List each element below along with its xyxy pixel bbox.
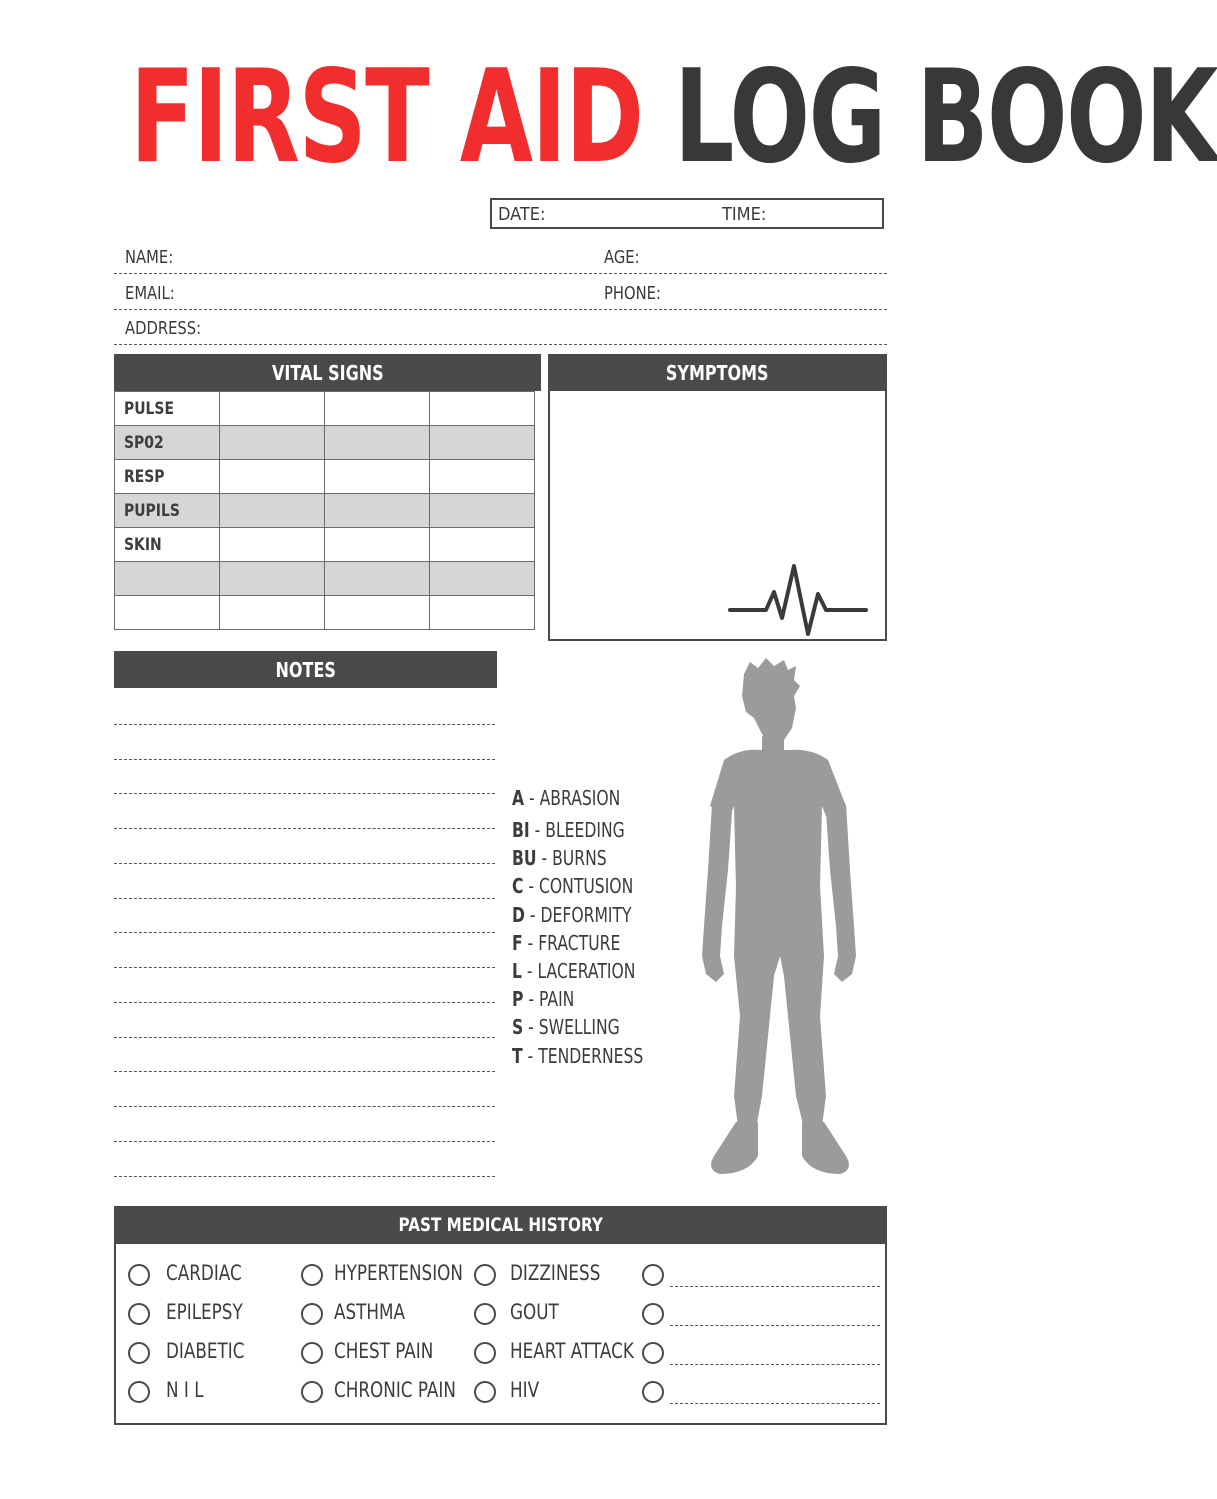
past-medical-history-header: PAST MEDICAL HISTORY — [114, 1206, 887, 1244]
history-option-label: GOUT — [510, 1300, 559, 1324]
vital-label-skin: SKIN — [124, 534, 162, 555]
radio-circle-icon[interactable] — [642, 1264, 664, 1286]
legend-code: BU — [512, 846, 537, 870]
radio-circle-icon[interactable] — [474, 1303, 496, 1325]
address-line[interactable] — [114, 344, 887, 345]
legend-item — [512, 959, 635, 983]
note-line[interactable] — [114, 1002, 495, 1003]
note-line[interactable] — [114, 932, 495, 933]
legend-text: - DEFORMITY — [524, 903, 632, 927]
radio-circle-icon[interactable] — [128, 1264, 150, 1286]
history-option-label: HEART ATTACK — [510, 1339, 634, 1363]
legend-code: P — [512, 987, 524, 1011]
note-line[interactable] — [114, 898, 495, 899]
legend-code: L — [512, 959, 522, 983]
human-silhouette — [696, 656, 864, 1180]
date-label: DATE: — [498, 204, 546, 225]
legend-text: - FRACTURE — [522, 931, 621, 955]
vital-signs-table — [114, 391, 535, 630]
radio-circle-icon[interactable] — [301, 1381, 323, 1403]
table-row — [115, 460, 535, 494]
note-line[interactable] — [114, 1037, 495, 1038]
vital-label-pulse: PULSE — [124, 398, 174, 419]
vital-signs-header: VITAL SIGNS — [114, 354, 541, 391]
legend-item — [512, 846, 607, 870]
note-line[interactable] — [114, 863, 495, 864]
legend-item — [512, 987, 574, 1011]
heartbeat-line-icon — [728, 560, 868, 640]
legend-code: BI — [512, 818, 530, 842]
legend-text: - BLEEDING — [529, 818, 625, 842]
legend-text: - ABRASION — [524, 786, 621, 810]
radio-circle-icon[interactable] — [642, 1381, 664, 1403]
legend-text: - CONTUSION — [523, 874, 634, 898]
legend-code: T — [512, 1044, 523, 1068]
legend-code: C — [512, 874, 524, 898]
note-line[interactable] — [114, 1071, 495, 1072]
history-option-label: HIV — [510, 1378, 540, 1402]
phone-label: PHONE: — [604, 283, 661, 304]
note-line[interactable] — [114, 793, 495, 794]
history-option-label: EPILEPSY — [166, 1300, 243, 1324]
legend-item — [512, 903, 632, 927]
legend-item — [512, 1015, 620, 1039]
history-option-label: CARDIAC — [166, 1261, 242, 1285]
note-line[interactable] — [114, 759, 495, 760]
title-part-first-aid: FIRST AID — [130, 43, 643, 192]
email-phone-line[interactable] — [114, 309, 887, 310]
legend-code: S — [512, 1015, 524, 1039]
radio-circle-icon[interactable] — [301, 1264, 323, 1286]
age-label: AGE: — [604, 247, 640, 268]
page-title — [130, 43, 1217, 192]
history-option-label: CHRONIC PAIN — [334, 1378, 456, 1402]
legend-code: A — [512, 786, 525, 810]
other-condition-line[interactable] — [670, 1364, 880, 1365]
note-line[interactable] — [114, 1176, 495, 1177]
vital-label-pupils: PUPILS — [124, 500, 180, 521]
legend-item — [512, 931, 620, 955]
legend-item — [512, 874, 633, 898]
notes-header: NOTES — [114, 651, 497, 688]
legend-text: - TENDERNESS — [522, 1044, 644, 1068]
legend-item — [512, 1044, 643, 1068]
table-row — [115, 596, 535, 630]
legend-code: D — [512, 903, 525, 927]
note-line[interactable] — [114, 1106, 495, 1107]
history-option-label: N I L — [166, 1378, 204, 1402]
legend-text: - BURNS — [536, 846, 607, 870]
other-condition-line[interactable] — [670, 1403, 880, 1404]
radio-circle-icon[interactable] — [474, 1342, 496, 1364]
other-condition-line[interactable] — [670, 1286, 880, 1287]
other-condition-line[interactable] — [670, 1325, 880, 1326]
table-row — [115, 528, 535, 562]
note-line[interactable] — [114, 724, 495, 725]
radio-circle-icon[interactable] — [301, 1342, 323, 1364]
time-field[interactable] — [776, 202, 880, 226]
title-part-log-book: LOG BOOK — [674, 43, 1217, 192]
email-label: EMAIL: — [125, 283, 175, 304]
radio-circle-icon[interactable] — [474, 1264, 496, 1286]
name-label: NAME: — [125, 247, 174, 268]
legend-item — [512, 786, 620, 810]
history-option-label: HYPERTENSION — [334, 1261, 463, 1285]
table-row — [115, 426, 535, 460]
radio-circle-icon[interactable] — [128, 1381, 150, 1403]
table-row — [115, 562, 535, 596]
note-line[interactable] — [114, 828, 495, 829]
vital-label-spo2: SP02 — [124, 432, 164, 453]
radio-circle-icon[interactable] — [301, 1303, 323, 1325]
history-option-label: ASTHMA — [334, 1300, 406, 1324]
legend-code: F — [512, 931, 523, 955]
legend-text: - PAIN — [523, 987, 575, 1011]
history-option-label: DIABETIC — [166, 1339, 245, 1363]
history-option-label: DIZZINESS — [510, 1261, 601, 1285]
time-label: TIME: — [722, 204, 767, 225]
radio-circle-icon[interactable] — [128, 1342, 150, 1364]
date-field[interactable] — [548, 202, 708, 226]
table-row — [115, 494, 535, 528]
name-age-line[interactable] — [114, 273, 887, 274]
radio-circle-icon[interactable] — [642, 1303, 664, 1325]
symptoms-header: SYMPTOMS — [548, 354, 887, 391]
note-line[interactable] — [114, 1141, 495, 1142]
address-label: ADDRESS: — [125, 318, 202, 339]
radio-circle-icon[interactable] — [642, 1342, 664, 1364]
legend-text: - LACERATION — [521, 959, 636, 983]
table-row — [115, 392, 535, 426]
legend-item — [512, 818, 625, 842]
vital-label-resp: RESP — [124, 466, 165, 487]
history-option-label: CHEST PAIN — [334, 1339, 434, 1363]
legend-text: - SWELLING — [523, 1015, 620, 1039]
radio-circle-icon[interactable] — [474, 1381, 496, 1403]
note-line[interactable] — [114, 967, 495, 968]
radio-circle-icon[interactable] — [128, 1303, 150, 1325]
